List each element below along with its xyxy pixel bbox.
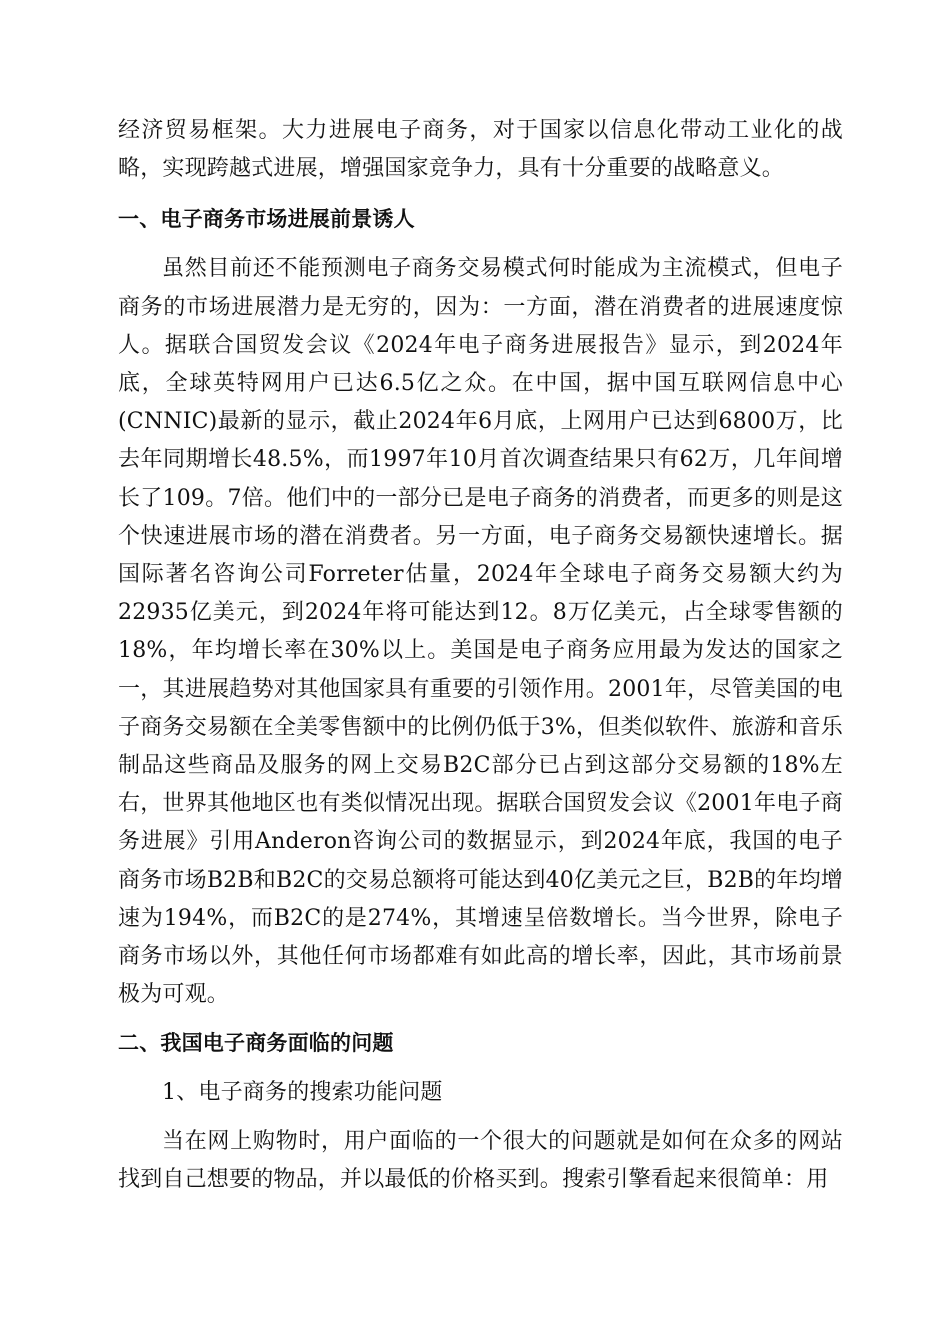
section2-paragraph: 当在网上购物时，用户面临的一个很大的问题就是如何在众多的网站找到自己想要的物品，并以最低的价格买到。搜索引擎看起来很简单：用	[118, 1128, 843, 1192]
section2-heading: 二、我国电子商务面临的问题	[118, 1031, 394, 1056]
document-page	[118, 112, 843, 1199]
intro-paragraph: 经济贸易框架。大力进展电子商务，对于国家以信息化带动工业化的战略，实现跨越式进展，增强国家竞争力，具有十分重要的战略意义。	[118, 118, 843, 182]
section1-paragraph: 虽然目前还不能预测电子商务交易模式何时能成为主流模式，但电子商务的市场进展潜力是无穷的，因为：一方面，潜在消费者的进展速度惊人。据联合国贸发会议《2024年电子商务进展报告》显示，到2024年底，全球英特网用户已达6.5亿之众。在中国，据中国互联网信息中心(CNNIC)最新的显示，截止2024年6月底，上网用户已达到6800万，比去年同期增长48.5%，而1997年10月首次调查结果只有62万，几年间增长了109。7倍。他们中的一部分已是电子商务的消费者，而更多的则是这个快速进展市场的潜在消费者。另一方面，电子商务交易额快速增长。据国际著名咨询公司Forreter估量，2024年全球电子商务交易额大约为22935亿美元，到2024年将可能达到12。8万亿美元，占全球零售额的18%，年均增长率在30%以上。美国是电子商务应用最为发达的国家之一，其进展趋势对其他国家具有重要的引领作用。2001年，尽管美国的电子商务交易额在全美零售额中的比例仍低于3%，但类似软件、旅游和音乐制品这些商品及服务的网上交易B2C部分已占到这部分交易额的18%左右，世界其他地区也有类似情况出现。据联合国贸发会议《2001年电子商务进展》引用Anderon咨询公司的数据显示，到2024年底，我国的电子商务市场B2B和B2C的交易总额将可能达到40亿美元之巨，B2B的年均增速为194%，而B2C的是274%，其增速呈倍数增长。当今世界，除电子商务市场以外，其他任何市场都难有如此高的增长率，因此，其市场前景极为可观。	[118, 256, 843, 1008]
section2-subheading: 1、电子商务的搜索功能问题	[162, 1080, 443, 1106]
section1-heading: 一、电子商务市场进展前景诱人	[118, 207, 415, 232]
